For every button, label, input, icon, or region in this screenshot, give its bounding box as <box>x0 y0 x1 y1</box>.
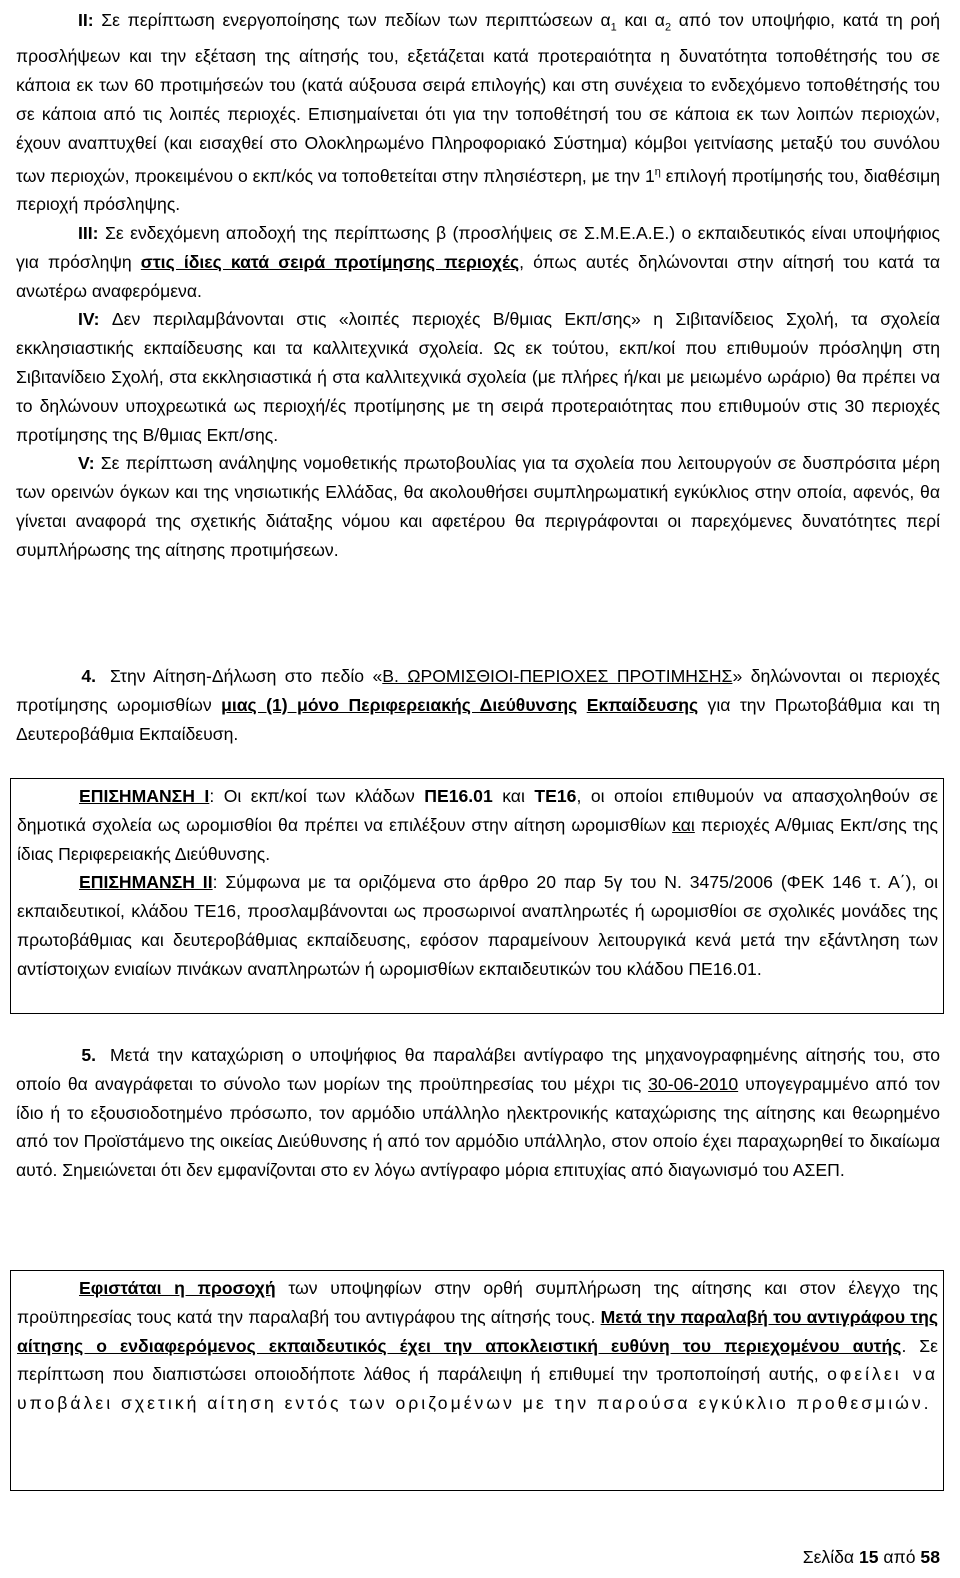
notice-box-1 <box>10 778 944 1014</box>
notice-2: ΕΠΙΣΗΜΑΝΣΗ ΙΙ: Σύμφωνα με τα οριζόμενα στο άρθρο 20 παρ 5γ του Ν. 3475/2006 (ΦΕΚ 146 τ. Α΄), οι εκπαιδευτικοί, κλάδου ΤΕ16, προσλαμβάνονται ως προσωρινοί αναπληρωτές ή ωρομισθίοι σε σχολικές μονάδες της πρωτοβάθμιας και δευτεροβάθμιας εκπαίδευσης, εφόσον παραμείνουν λειτουργικά κενά μετά την εξάντληση των αντίστοιχων ενιαίων πινάκων αναπληρωτών ή ωρομισθίων εκπαιδευτικών του κλάδου ΠΕ16.01. <box>17 872 938 979</box>
attention-paragraph: Εφιστάται η προσοχή των υποψηφίων στην ορθή συμπλήρωση της αίτησης και στον έλεγχο της προϋπηρεσίας τους κατά την παραλαβή του αντιγράφου της αίτησής τους. Μετά την παραλαβή του αντιγράφου της αίτησης ο ενδιαφερόμενος εκπαιδευτικός έχει την αποκλειστική ευθύνη του περιεχομένου αυτής. Σε περίπτωση που διαπιστώσει οποιοδήποτε λάθος ή παράλειψη ή επιθυμεί την τροποποίησή αυτής, οφείλει να υποβάλει σχετική αίτηση εντός των οριζομένων με την παρούσα εγκύκλιο προθεσμιών. <box>17 1278 939 1414</box>
paragraph-iv: IV: Δεν περιλαμβάνονται στις «λοιπές περιοχές Β/θμιας Εκπ/σης» η Σιβιτανίδειος Σχολή, τα σχολεία εκκλησιαστικής εκπαίδευσης και τα καλλιτεχνικά σχολεία. Ως εκ τούτου, εκπ/κοί που επιθυμούν πρόσληψη στη Σιβιτανίδειο Σχολή, στα εκκλησιαστικά ή στα καλλιτεχνικά σχολεία (με πλήρες ή/και με μειωμένο ωράριο) θα πρέπει να το δηλώνουν υποχρεωτικά ως περιοχή/ές προτίμησης με τη σειρά προτεραιότητας που επιθυμούν στις 30 περιοχές προτίμησης της Β/θμιας Εκπ/σης. <box>16 309 940 445</box>
item-5-section <box>16 1041 940 1185</box>
label-v: V: <box>78 453 95 474</box>
item-4-section <box>16 662 940 748</box>
notice-box-2 <box>10 1270 944 1491</box>
label-iv: IV: <box>78 309 100 330</box>
item-4-number: 4. <box>81 666 96 686</box>
notice-1: ΕΠΙΣΗΜΑΝΣΗ Ι: Οι εκπ/κοί των κλάδων ΠΕ16.01 και ΤΕ16, οι οποίοι επιθυμούν να απασχοληθούν σε δημοτικά σχολεία ως ωρομισθίοι θα πρέπει να επιλέξουν στην αίτηση ωρομισθίων και περιοχές Α/θμιας Εκπ/σης της ίδιας Περιφερειακής Διεύθυνσης. <box>17 786 938 864</box>
item-4-paragraph: 4. Στην Αίτηση-Δήλωση στο πεδίο «Β. ΩΡΟΜΙΣΘΙΟΙ-ΠΕΡΙΟΧΕΣ ΠΡΟΤΙΜΗΣΗΣ» δηλώνονται οι περιοχές προτίμησης ωρομισθίων μιας (1) μόνο Περιφερειακής Διεύθυνσης Εκπαίδευσης για την Πρωτοβάθμια και τη Δευτεροβάθμια Εκπαίδευση. <box>16 662 940 748</box>
upper-section <box>16 6 940 565</box>
notice-1-label: ΕΠΙΣΗΜΑΝΣΗ Ι <box>79 786 210 806</box>
label-iii: ΙΙΙ: <box>78 222 99 243</box>
page-number: Σελίδα 15 από 58 <box>802 1547 940 1567</box>
paragraph-v: V: Σε περίπτωση ανάληψης νομοθετικής πρωτοβουλίας για τα σχολεία που λειτουργούν σε δυσπρόσιτα μέρη των ορεινών όγκων και της νησιωτικής Ελλάδας, θα ακολουθήσει συμπληρωματική εγκύκλιος στην οποία, αφενός, θα γίνεται αναφορά της σχετικής διάταξης νόμου και αφετέρου θα περιγράφονται οι παρεχόμενες δυνατότητες περί συμπλήρωσης της αίτησης προτιμήσεων. <box>16 453 940 560</box>
item-5-number: 5. <box>81 1045 96 1065</box>
notice-2-label: ΕΠΙΣΗΜΑΝΣΗ ΙΙ <box>79 872 213 893</box>
item-5-paragraph: 5. Μετά την καταχώριση ο υποψήφιος θα παραλάβει αντίγραφο της μηχανογραφημένης αίτησής του, στο οποίο θα αναγράφεται το σύνολο των μορίων της προϋπηρεσίας του μέχρι τις 30-06-2010 υπογεγραμμένο από τον ίδιο ή το εξουσιοδοτημένο πρόσωπο, τον αρμόδιο υπάλληλο ηλεκτρονικής καταχώρισης της αίτησης και θεωρημένο από τον Προϊστάμενο της οικείας Διεύθυνσης ή από τον αρμόδιο υπάλληλο, στον οποίο έχει παραχωρηθεί το δικαίωμα αυτό. Σημειώνεται ότι δεν εμφανίζονται στο εν λόγω αντίγραφο μόρια επιτυχίας από διαγωνισμό του ΑΣΕΠ. <box>16 1041 940 1185</box>
paragraph-iii: ΙΙΙ: Σε ενδεχόμενη αποδοχή της περίπτωσης β (προσλήψεις σε Σ.Μ.Ε.Α.Ε.) ο εκπαιδευτικός είναι υποψήφιος για πρόσληψη στις ίδιες κατά σειρά προτίμησης περιοχές, όπως αυτές δηλώνονται στην αίτησή του κατά τα ανωτέρω αναφερόμενα. <box>16 222 940 301</box>
label-ii: ΙΙ: <box>78 10 94 30</box>
paragraph-ii: ΙΙ: Σε περίπτωση ενεργοποίησης των πεδίων των περιπτώσεων $\alpha_1$ και $\alpha_2$ από τον υποψήφιο, κατά τη ροή προσλήψεων και την εξέταση της αίτησής του, εξετάζεται κατά προτεραιότητα η δυνατότητα τοποθέτησής του σε κάποια εκ των 60 προτιμήσεών του (κατά αύξουσα σειρά επιλογής) και στη συνέχεια το ενδεχόμενο τοποθέτησής του σε κάποια από τις λοιπές περιοχές. Επισημαίνεται ότι για την τοποθέτησή του σε κάποια εκ των λοιπών περιοχών, έχουν αναπτυχθεί (και εισαχθεί στο Ολοκληρωμένο Πληροφοριακό Σύστημα) κόμβοι γειτνίασης μεταξύ του συνόλου των περιοχών, προκειμένου ο εκπ/κός να τοποθετείται στην πλησιέστερη, με την $1^\eta$ επιλογή προτίμησής του, διαθέσιμη περιοχή πρόσληψης. <box>16 10 940 215</box>
